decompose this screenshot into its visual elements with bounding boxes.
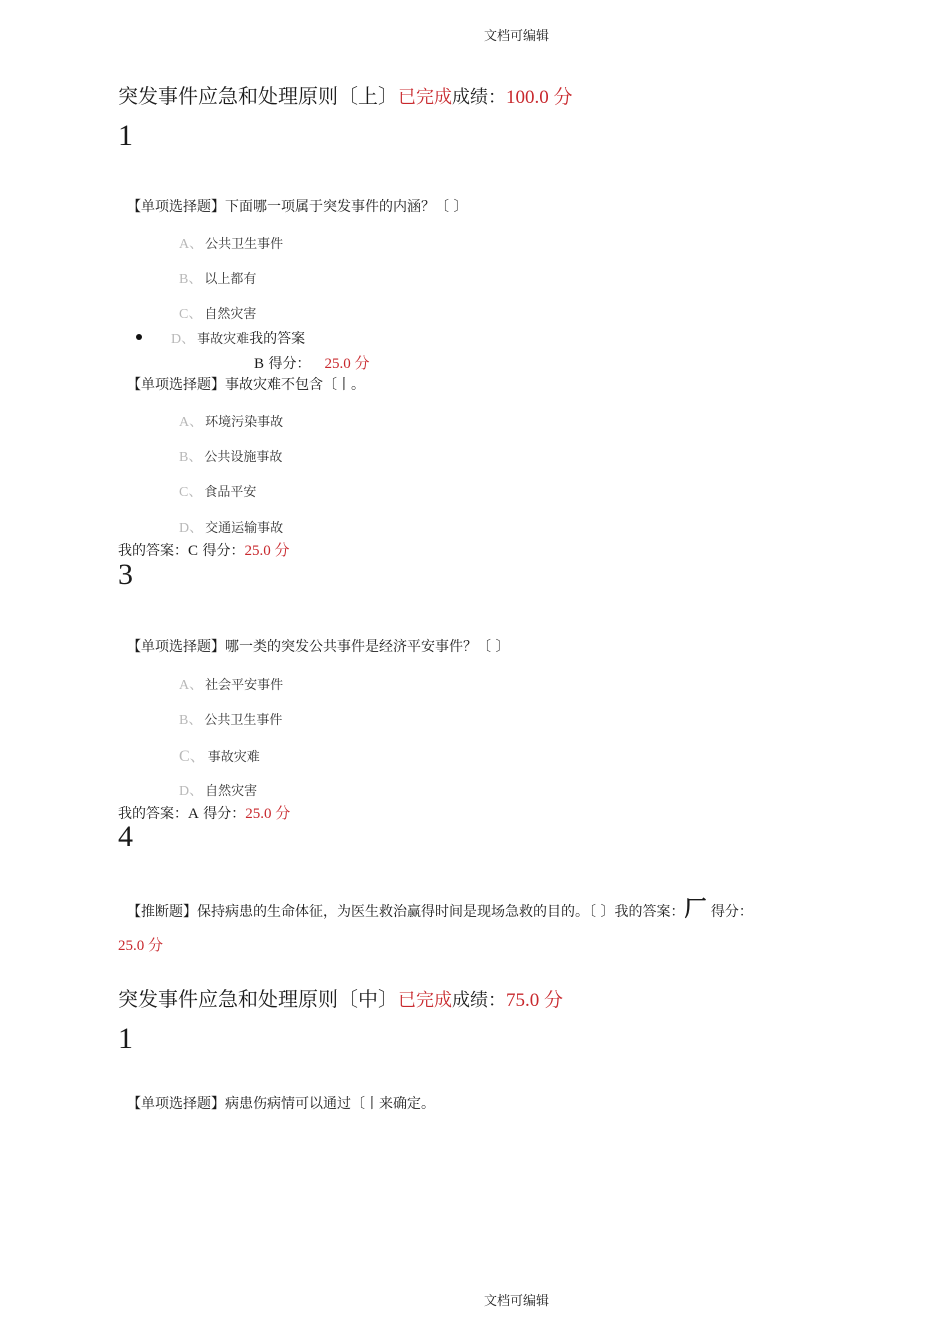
question-number: 3	[118, 558, 133, 591]
my-answer-value: C	[188, 543, 199, 559]
option-d[interactable]	[171, 328, 305, 348]
question-type: 【推断题】	[127, 904, 197, 920]
score-label: 得分：	[202, 543, 245, 559]
option-text: 环境污染事故	[205, 415, 284, 430]
question-score: 25.0 分	[245, 806, 291, 822]
section-score: 75.0 分	[506, 990, 564, 1011]
option-c[interactable]	[179, 481, 256, 501]
question-body: 事故灾难不包含〔丨。	[225, 377, 365, 393]
question-body: 病患伤病情可以通过〔丨来确定。	[225, 1096, 435, 1112]
score-label: 成绩：	[452, 990, 506, 1011]
answer-row	[118, 802, 290, 823]
status-badge: 已完成	[398, 87, 452, 108]
option-d[interactable]	[179, 517, 283, 537]
status-badge: 已完成	[398, 990, 452, 1011]
option-text: 公共卫生事件	[204, 713, 283, 728]
option-a[interactable]	[179, 674, 283, 694]
question-body: 哪一类的突发公共事件是经济平安事件？〔 〕	[225, 639, 510, 655]
option-a[interactable]	[179, 411, 283, 431]
option-letter: D、	[179, 521, 204, 536]
option-letter: A、	[179, 237, 204, 252]
option-text: 公共设施事故	[204, 450, 283, 465]
question-text	[127, 892, 753, 923]
option-letter: D、	[179, 784, 204, 799]
section-title-2	[118, 983, 563, 1012]
my-answer-label: 我的答案：	[614, 904, 685, 920]
page-footer: 文档可编辑	[484, 1294, 550, 1309]
option-b[interactable]	[179, 446, 282, 466]
option-text: 事故灾难	[207, 750, 260, 765]
question-text	[127, 636, 509, 656]
answer-row	[254, 352, 369, 373]
option-text: 自然灾害	[204, 307, 257, 322]
option-b[interactable]	[179, 268, 256, 288]
question-body: 保持病患的生命体征，为医生救治赢得时间是现场急救的目的。〔 〕	[197, 904, 615, 920]
option-letter: C、	[179, 307, 203, 322]
section-title-text: 突发事件应急和处理原则〔中〕	[118, 987, 398, 1011]
option-text: 交通运输事故	[205, 521, 284, 536]
score-label: 得分：	[268, 356, 311, 372]
section-title-1	[118, 80, 573, 109]
my-answer-value: B	[254, 356, 265, 372]
option-letter: B、	[179, 450, 203, 465]
option-letter: B、	[179, 272, 203, 287]
option-letter: C、	[179, 748, 206, 765]
question-body: 下面哪一项属于突发事件的内涵？〔 〕	[225, 199, 468, 215]
option-letter: A、	[179, 415, 204, 430]
score-label: 得分：	[710, 904, 753, 920]
my-answer-label: 我的答案	[249, 331, 306, 347]
option-letter: C、	[179, 485, 203, 500]
option-c[interactable]	[179, 743, 260, 766]
question-score: 25.0 分	[244, 543, 290, 559]
option-letter: A、	[179, 678, 204, 693]
question-score: 25.0 分	[324, 356, 370, 372]
question-text	[127, 374, 365, 394]
answer-row	[118, 539, 289, 560]
section-title-text: 突发事件应急和处理原则〔上〕	[118, 84, 398, 108]
option-text: 公共卫生事件	[205, 237, 284, 252]
option-d[interactable]	[179, 780, 257, 800]
option-b[interactable]	[179, 709, 282, 729]
bullet-icon	[136, 334, 142, 340]
page-header: 文档可编辑	[484, 29, 550, 44]
option-letter: B、	[179, 713, 203, 728]
my-answer-label: 我的答案：	[118, 543, 188, 559]
score-row	[118, 934, 163, 955]
question-type: 【单项选择题】	[127, 199, 225, 215]
question-text	[127, 1093, 435, 1113]
option-letter: D、	[171, 332, 196, 347]
question-type: 【单项选择题】	[127, 639, 225, 655]
my-answer-value: A	[188, 806, 199, 822]
option-c[interactable]	[179, 303, 256, 323]
my-answer-label: 我的答案：	[118, 806, 188, 822]
score-label: 成绩：	[452, 87, 506, 108]
my-answer-value: 厂	[684, 896, 707, 921]
option-text: 食品平安	[204, 485, 257, 500]
question-number: 1	[118, 119, 133, 152]
option-text: 自然灾害	[205, 784, 258, 799]
question-number: 4	[118, 820, 133, 853]
option-text: 社会平安事件	[205, 678, 284, 693]
question-type: 【单项选择题】	[127, 1096, 225, 1112]
score-label: 得分：	[203, 806, 246, 822]
option-text: 事故灾难	[197, 332, 250, 347]
question-text	[127, 196, 467, 216]
question-score: 25.0 分	[118, 938, 164, 954]
option-text: 以上都有	[204, 272, 257, 287]
option-a[interactable]	[179, 233, 283, 253]
question-number: 1	[118, 1022, 133, 1055]
section-score: 100.0 分	[506, 87, 573, 108]
question-type: 【单项选择题】	[127, 377, 225, 393]
